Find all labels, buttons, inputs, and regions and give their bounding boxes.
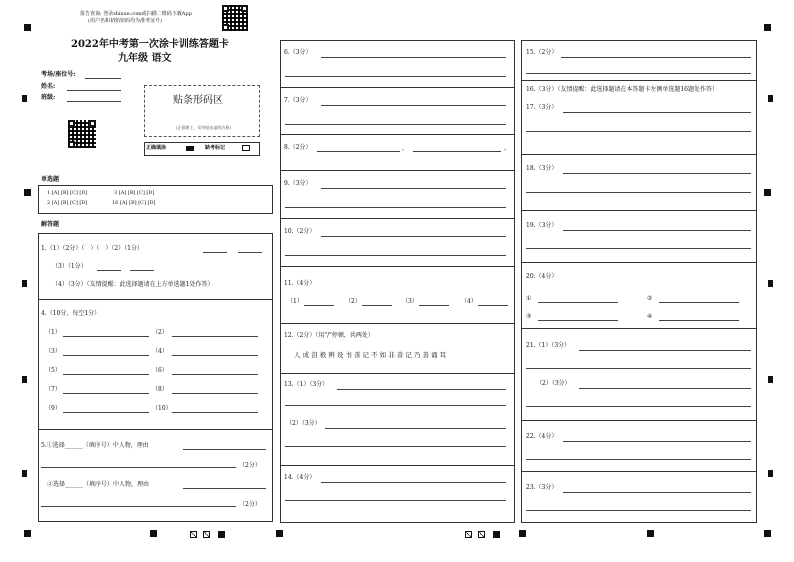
q1-line-2: （3）（1分）: [52, 263, 87, 270]
q12-text: 人 成 泪 极 辨 设 书 善 记 不 如 非 善 记 乃 善 诵 耳: [294, 351, 447, 359]
q5-line-2: ②选择______（填序号）中人物，理由: [47, 481, 150, 488]
q15-label: 15.（2分）: [526, 49, 558, 56]
page-marker-2: [203, 531, 210, 538]
page-marker-3: [218, 531, 225, 538]
q15-line-1[interactable]: [561, 57, 751, 58]
q4-item-blank[interactable]: [63, 355, 149, 356]
qr-finder-3: [222, 24, 229, 31]
q5-score-1: （2分）: [239, 462, 261, 469]
q14-label: 14.（4分）: [284, 474, 316, 481]
q1-blank-4[interactable]: [130, 270, 154, 271]
q13-2-label: （2）（3分）: [286, 420, 321, 427]
q22-line-1[interactable]: [563, 441, 751, 442]
right-separator: [521, 471, 757, 472]
q13-1-line-1[interactable]: [337, 389, 506, 390]
q4-item-label: （7）: [45, 386, 61, 393]
barcode-label: 贴条形码区: [173, 95, 223, 106]
q6-line-2[interactable]: [285, 76, 506, 77]
q23-line-1[interactable]: [563, 492, 751, 493]
qr-finder-2: [241, 5, 248, 12]
q20-item-label: ②: [647, 295, 653, 302]
right-separator: [521, 210, 757, 211]
qr-finder-5: [89, 120, 96, 127]
bottom-mark-3: [519, 530, 526, 537]
right-separator: [521, 154, 757, 155]
q10-line-2[interactable]: [285, 255, 506, 256]
choice-row-2b[interactable]: 16 [A] [B] [C] [D]: [112, 200, 156, 206]
q20-item-blank[interactable]: [538, 320, 618, 321]
timing-mark-r3: [768, 376, 773, 383]
middle-separator: [280, 266, 515, 267]
q5-blank-4[interactable]: [41, 506, 236, 507]
q23-line-2[interactable]: [526, 510, 751, 511]
middle-separator: [280, 373, 515, 374]
middle-separator: [280, 134, 515, 135]
q17-line-2[interactable]: [526, 131, 751, 132]
q4-item-blank[interactable]: [63, 412, 149, 413]
timing-mark-l2: [22, 280, 27, 287]
class-label: 班级:: [41, 94, 56, 101]
middle-separator: [280, 465, 515, 466]
q11-item-label: （1）: [287, 298, 303, 305]
q15-line-2[interactable]: [526, 73, 751, 74]
q13-1-label: 13.（1）（3分）: [284, 381, 329, 388]
source-line-1: 报告查询: 登录shixue.com或扫描二维码下载App: [80, 11, 192, 17]
q18-label: 18.（3分）: [526, 165, 558, 172]
q4-item-label: （1）: [45, 329, 61, 336]
timing-mark-l4: [22, 470, 27, 477]
q21-2-line-2[interactable]: [526, 406, 751, 407]
q1-blank-3[interactable]: [97, 270, 121, 271]
choice-row-1a[interactable]: 1 [A] [B] [C] [D]: [47, 190, 88, 196]
q23-label: 23.（3分）: [526, 484, 558, 491]
q8-blank-1[interactable]: [317, 151, 400, 152]
q14-line-2[interactable]: [285, 500, 506, 501]
q1-blank-2[interactable]: [238, 252, 262, 253]
q5-score-2: （2分）: [239, 501, 261, 508]
q4-item-blank[interactable]: [172, 336, 258, 337]
correct-fill-label: 正确填涂: [146, 145, 167, 151]
q1-blank-1[interactable]: [203, 252, 227, 253]
q4-item-blank[interactable]: [172, 374, 258, 375]
q7-line-1[interactable]: [321, 105, 506, 106]
q21-1-line-1[interactable]: [579, 350, 751, 351]
corner-mark-bl: [24, 530, 31, 537]
q8-sep-2: 。: [504, 145, 511, 152]
q5-blank-3[interactable]: [183, 488, 266, 489]
q17-label: 17.（3分）: [526, 104, 558, 111]
q8-sep-1: ，: [402, 145, 409, 152]
bottom-mark-4: [647, 530, 654, 537]
page-marker-6: [493, 531, 500, 538]
q22-label: 22.（4分）: [526, 433, 558, 440]
choice-row-2a[interactable]: 2 [A] [B] [C] [D]: [47, 200, 88, 206]
q21-2-label: （2）（3分）: [536, 380, 571, 387]
qr-finder-4: [68, 120, 75, 127]
q4-item-blank[interactable]: [63, 336, 149, 337]
mid-mark-right: [764, 189, 771, 196]
q7-label: 7.（3分）: [284, 97, 312, 104]
timing-mark-r4: [768, 470, 773, 477]
q16-label: 16.（3分）（友情提醒：此选择题请在本答题卡左侧单选题16题处作答）: [526, 86, 718, 93]
qr-finder-6: [68, 141, 75, 148]
q4-item-label: （8）: [152, 386, 168, 393]
q13-1-line-2[interactable]: [285, 405, 506, 406]
q18-line-1[interactable]: [563, 173, 751, 174]
timing-mark-r2: [768, 280, 773, 287]
page-marker-1: [190, 531, 197, 538]
q20-item-blank[interactable]: [659, 320, 739, 321]
q1-line-1: 1.（1）（2分）（ ）（ ）（2）（1分）: [41, 245, 143, 252]
q19-label: 19.（3分）: [526, 222, 558, 229]
q20-item-blank[interactable]: [538, 302, 618, 303]
q4-item-label: （5）: [45, 367, 61, 374]
answers-sep-1: [38, 299, 273, 300]
q4-item-label: （2）: [152, 329, 168, 336]
qr-finder-1: [222, 5, 229, 12]
q19-line-2[interactable]: [526, 248, 751, 249]
q9-label: 9.（3分）: [284, 180, 312, 187]
absent-label: 缺考标记: [205, 145, 226, 151]
sheet-subtitle: 九年级 语文: [118, 53, 172, 64]
q17-line-1[interactable]: [563, 112, 751, 113]
q4-title: 4.（10分，每空1分）: [41, 310, 101, 317]
q21-2-line-1[interactable]: [579, 388, 751, 389]
q4-item-label: （10）: [152, 405, 172, 412]
single-choice-heading: 单选题: [41, 176, 60, 183]
answers-sep-2: [38, 429, 273, 430]
q10-line-1[interactable]: [321, 236, 506, 237]
corner-mark-br: [764, 530, 771, 537]
q4-item-label: （4）: [152, 348, 168, 355]
bottom-mark-1: [150, 530, 157, 537]
q1-line-3: （4）（3分）（友情提醒：此选择题请在上方单选题1处作答）: [52, 281, 214, 288]
answers-heading: 解答题: [41, 221, 60, 228]
q5-line-1: 5.①选择______（填序号）中人物，理由: [41, 442, 149, 449]
choice-row-1b[interactable]: 3 [A] [B] [C] [D]: [114, 190, 155, 196]
q11-label: 11.（4分）: [284, 280, 316, 287]
middle-separator: [280, 323, 515, 324]
right-separator: [521, 328, 757, 329]
class-line[interactable]: [67, 101, 121, 102]
mid-mark-left: [24, 189, 31, 196]
q21-1-line-2[interactable]: [526, 368, 751, 369]
q4-item-blank[interactable]: [172, 355, 258, 356]
timing-mark-l3: [22, 376, 27, 383]
bottom-mark-2: [276, 530, 283, 537]
middle-separator: [280, 170, 515, 171]
name-line[interactable]: [67, 90, 121, 91]
q4-item-blank[interactable]: [63, 393, 149, 394]
q6-line-1[interactable]: [321, 57, 506, 58]
q9-line-1[interactable]: [321, 188, 506, 189]
q5-blank-1[interactable]: [183, 449, 266, 450]
q6-label: 6.（3分）: [284, 49, 312, 56]
q4-item-blank[interactable]: [172, 412, 258, 413]
q22-line-2[interactable]: [526, 459, 751, 460]
source-line-2: (用户名和初始密码均为准考证号): [88, 18, 162, 24]
q13-2-line-1[interactable]: [325, 428, 506, 429]
barcode-note: (正面朝上，切勿贴出虚线方框): [176, 125, 232, 130]
name-label: 姓名:: [41, 83, 56, 90]
q5-blank-2[interactable]: [41, 467, 236, 468]
q9-line-2[interactable]: [285, 207, 506, 208]
q4-item-blank[interactable]: [172, 393, 258, 394]
exam-seat-line[interactable]: [85, 78, 121, 79]
corner-mark-tl: [24, 24, 31, 31]
q20-item-blank[interactable]: [659, 302, 739, 303]
q11-item-blank[interactable]: [419, 305, 449, 306]
sheet-title: 2022年中考第一次涂卡训练答题卡: [71, 39, 229, 50]
middle-separator: [280, 218, 515, 219]
exam-seat-label: 考场/座位号:: [41, 71, 76, 78]
q19-line-1[interactable]: [563, 230, 751, 231]
q11-item-blank[interactable]: [362, 305, 392, 306]
corner-mark-tr: [764, 24, 771, 31]
q4-item-label: （9）: [45, 405, 61, 412]
q10-label: 10.（2分）: [284, 228, 316, 235]
q11-item-label: （2）: [345, 298, 361, 305]
q21-1-label: 21.（1）（3分）: [526, 342, 571, 349]
q8-blank-2[interactable]: [413, 151, 501, 152]
q18-line-2[interactable]: [526, 192, 751, 193]
middle-separator: [280, 87, 515, 88]
q20-item-label: ③: [526, 313, 532, 320]
q11-item-blank[interactable]: [304, 305, 334, 306]
timing-mark-l1: [22, 95, 27, 102]
q8-label: 8.（2分）: [284, 144, 312, 151]
q13-2-line-2[interactable]: [285, 446, 506, 447]
timing-mark-r1: [768, 95, 773, 102]
right-separator: [521, 80, 757, 81]
q20-label: 20.（4分）: [526, 273, 558, 280]
q4-item-label: （6）: [152, 367, 168, 374]
q7-line-2[interactable]: [285, 124, 506, 125]
page-marker-4: [465, 531, 472, 538]
right-separator: [521, 262, 757, 263]
q11-item-label: （3）: [402, 298, 418, 305]
page-marker-5: [478, 531, 485, 538]
q14-line-1[interactable]: [321, 482, 506, 483]
q4-item-label: （3）: [45, 348, 61, 355]
right-separator: [521, 420, 757, 421]
q4-item-blank[interactable]: [63, 374, 149, 375]
absent-checkbox[interactable]: [242, 145, 250, 151]
q11-item-label: （4）: [461, 298, 477, 305]
q12-label: 12.（2分）（用"/"停顿，共两处）: [284, 332, 374, 339]
q20-item-label: ①: [526, 295, 532, 302]
q20-item-label: ④: [647, 313, 653, 320]
q11-item-blank[interactable]: [478, 305, 508, 306]
answers-box: [38, 233, 273, 522]
correct-fill-sample: [186, 146, 194, 151]
